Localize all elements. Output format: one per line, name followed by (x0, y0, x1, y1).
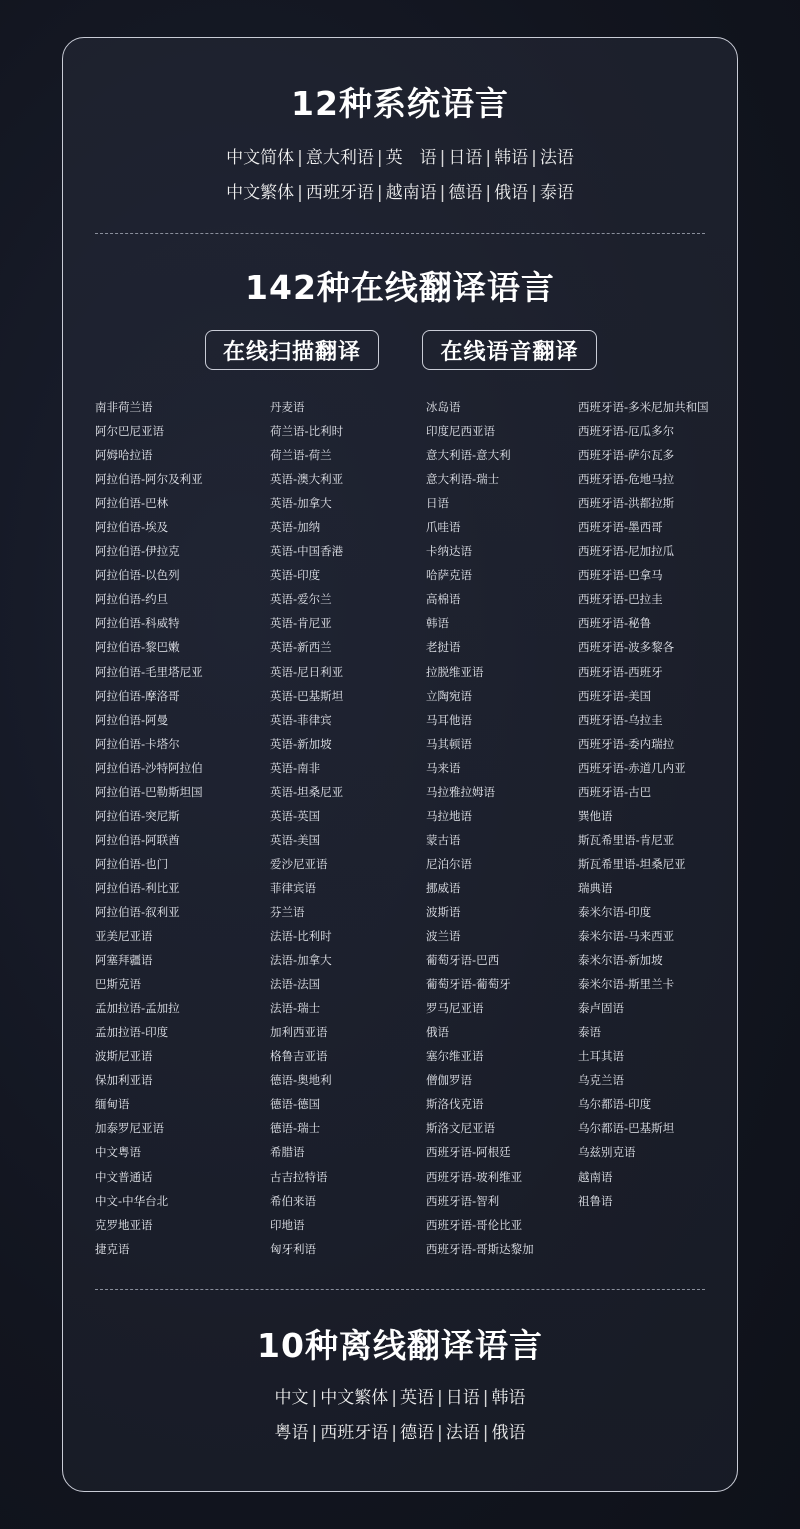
language-list-item: 英语-尼日利亚 (270, 664, 344, 679)
language-list-item: 阿拉伯语-巴林 (95, 496, 169, 511)
language-list-item: 西班牙语-波多黎各 (578, 640, 675, 655)
language-item: 德语 (400, 1423, 434, 1443)
language-list-item: 意大利语-意大利 (426, 448, 511, 463)
language-list-item: 阿拉伯语-阿联酋 (95, 832, 180, 847)
language-list-item: 英语-新加坡 (270, 736, 332, 751)
language-list-item: 波兰语 (426, 929, 461, 944)
language-item: 越南语 (385, 183, 437, 203)
language-item: 韩语 (491, 1388, 526, 1408)
section-divider (95, 233, 705, 234)
language-list-item: 中文粤语 (95, 1145, 141, 1160)
language-list-item: 法语-加拿大 (270, 953, 332, 968)
language-list-item: 保加利亚语 (95, 1073, 153, 1088)
language-list-item: 马来语 (426, 760, 461, 775)
language-list-item: 日语 (426, 496, 449, 511)
language-list-item: 西班牙语-赤道几内亚 (578, 760, 686, 775)
language-list-item: 泰卢固语 (578, 1001, 624, 1016)
language-list-item: 德语-奥地利 (270, 1073, 332, 1088)
language-list-item: 泰米尔语-斯里兰卡 (578, 977, 675, 992)
language-list-item: 泰米尔语-新加坡 (578, 953, 663, 968)
language-list-item: 英语-美国 (270, 832, 321, 847)
language-column-1 (95, 397, 203, 1263)
language-list-item: 罗马尼亚语 (426, 1001, 484, 1016)
language-list-item: 阿拉伯语-卡塔尔 (95, 736, 180, 751)
language-list-item: 阿拉伯语-沙特阿拉伯 (95, 760, 203, 775)
language-item: 中文简体 (226, 148, 295, 168)
language-list-item: 西班牙语-秘鲁 (578, 616, 652, 631)
language-list-item: 阿拉伯语-突尼斯 (95, 808, 180, 823)
language-list-item: 丹麦语 (270, 400, 305, 414)
language-list-item: 阿拉伯语-巴勒斯坦国 (95, 784, 203, 799)
language-list-item: 斯洛伐克语 (426, 1097, 484, 1112)
language-list-item: 巽他语 (578, 808, 613, 823)
language-list-item: 俄语 (426, 1025, 449, 1040)
language-column-4 (578, 397, 709, 1215)
language-list-item: 法语-法国 (270, 977, 321, 992)
separator: | (482, 1423, 489, 1443)
language-list-item: 僧伽罗语 (426, 1073, 472, 1088)
language-item: 俄语 (491, 1423, 526, 1443)
language-list-item: 西班牙语-智利 (426, 1193, 500, 1208)
language-list-item: 蒙古语 (426, 832, 461, 847)
language-list-item: 古吉拉特语 (270, 1169, 328, 1184)
language-list-item: 阿拉伯语-黎巴嫩 (95, 640, 180, 655)
language-list-item: 西班牙语-委内瑞拉 (578, 736, 675, 751)
language-list-item: 马拉雅拉姆语 (426, 784, 495, 799)
language-list-item: 挪威语 (426, 880, 461, 895)
language-list-item: 英语-菲律宾 (270, 712, 332, 727)
language-list-item: 阿拉伯语-伊拉克 (95, 544, 180, 559)
language-list-item: 西班牙语-玻利维亚 (426, 1169, 523, 1184)
language-list-item: 中文-中华台北 (95, 1193, 169, 1208)
separator: | (437, 1423, 443, 1443)
language-list-item: 泰米尔语-马来西亚 (578, 929, 675, 944)
language-list-item: 南非荷兰语 (95, 400, 153, 414)
language-list-item: 英语-加拿大 (270, 496, 332, 511)
language-list-item: 阿拉伯语-阿尔及利亚 (95, 472, 203, 487)
language-list-item: 英语-英国 (270, 808, 321, 823)
language-list-item: 泰语 (578, 1025, 601, 1040)
language-list-item: 西班牙语-萨尔瓦多 (578, 448, 675, 463)
language-list-item: 老挝语 (426, 640, 461, 655)
language-list-item: 缅甸语 (95, 1097, 130, 1112)
language-list-item: 乌尔都语-巴基斯坦 (578, 1121, 675, 1136)
language-list-item: 祖鲁语 (578, 1193, 613, 1208)
offline-languages-row-1 (0, 1383, 800, 1408)
language-list-item: 立陶宛语 (426, 688, 472, 703)
separator: | (531, 183, 537, 203)
language-list-item: 阿拉伯语-也门 (95, 856, 169, 871)
online-languages-title: 142种在线翻译语言 (245, 268, 555, 307)
language-item: 泰语 (539, 183, 574, 203)
separator: | (376, 183, 383, 203)
language-list-item: 哈萨克语 (426, 568, 472, 583)
language-column-2 (270, 397, 343, 1263)
language-list-item: 葡萄牙语-巴西 (426, 953, 500, 968)
language-item: 俄语 (494, 183, 529, 203)
language-item: 韩语 (494, 148, 529, 168)
language-list-item: 阿拉伯语-叙利亚 (95, 904, 180, 919)
language-list-item: 英语-印度 (270, 568, 321, 583)
language-list-item: 马其顿语 (426, 736, 472, 751)
language-list-item: 菲律宾语 (270, 880, 316, 895)
language-list-item: 阿拉伯语-毛里塔尼亚 (95, 664, 203, 679)
language-list-item: 斯瓦希里语-肯尼亚 (578, 832, 675, 847)
language-list-item: 克罗地亚语 (95, 1217, 153, 1232)
language-list-item: 荷兰语-比利时 (270, 424, 344, 439)
system-languages-row-1 (0, 143, 800, 168)
separator: | (485, 148, 492, 168)
language-list-item: 马拉地语 (426, 808, 472, 823)
language-list-item: 乌克兰语 (578, 1073, 624, 1088)
system-languages-title: 12种系统语言 (291, 84, 509, 123)
language-list-item: 乌尔都语-印度 (578, 1097, 652, 1112)
separator: | (311, 1388, 318, 1408)
language-list-item: 德语-德国 (270, 1097, 321, 1112)
language-list-item: 土耳其语 (578, 1049, 624, 1064)
language-list-item: 阿塞拜疆语 (95, 953, 153, 968)
language-list-item: 希腊语 (270, 1145, 305, 1160)
language-list-item: 巴斯克语 (95, 977, 141, 992)
separator: | (311, 1423, 318, 1443)
separator: | (439, 183, 446, 203)
language-list-item: 马耳他语 (426, 712, 472, 727)
language-list-item: 法语-比利时 (270, 929, 332, 944)
language-list-item: 爪哇语 (426, 520, 461, 535)
language-list-item: 西班牙语-哥斯达黎加 (426, 1241, 534, 1256)
language-item: 中文 (274, 1388, 309, 1408)
language-list-item: 韩语 (426, 616, 449, 631)
language-list-item: 格鲁吉亚语 (270, 1049, 328, 1064)
language-list-item: 波斯尼亚语 (95, 1049, 153, 1064)
tab-online-scan-translation[interactable]: 在线扫描翻译 (205, 330, 379, 370)
language-list-item: 阿拉伯语-阿曼 (95, 712, 169, 727)
language-list-item: 西班牙语-西班牙 (578, 664, 663, 679)
language-list-item: 西班牙语-巴拉圭 (578, 592, 663, 607)
language-list-item: 亚美尼亚语 (95, 929, 153, 944)
separator: | (482, 1388, 489, 1408)
language-item: 西班牙语 (320, 1423, 389, 1443)
language-item: 日语 (445, 1388, 480, 1408)
language-list-item: 西班牙语-墨西哥 (578, 520, 663, 535)
language-list-item: 阿拉伯语-利比亚 (95, 880, 180, 895)
language-list-item: 西班牙语-美国 (578, 688, 652, 703)
language-list-item: 芬兰语 (270, 904, 305, 919)
language-list-item: 西班牙语-多米尼加共和国 (578, 400, 709, 414)
language-list-item: 英语-中国香港 (270, 544, 344, 559)
language-list-item: 葡萄牙语-葡萄牙 (426, 977, 511, 992)
language-list-item: 印度尼西亚语 (426, 424, 495, 439)
language-list-item: 西班牙语-阿根廷 (426, 1145, 511, 1160)
language-item: 法语 (445, 1423, 480, 1443)
language-list-item: 中文普通话 (95, 1169, 153, 1184)
tab-online-voice-translation[interactable]: 在线语音翻译 (422, 330, 597, 370)
system-languages-row-2 (0, 178, 800, 203)
language-list-item: 斯瓦希里语-坦桑尼亚 (578, 856, 686, 871)
language-item: 中文繁体 (226, 183, 295, 203)
separator: | (297, 183, 303, 203)
language-list-item: 西班牙语-危地马拉 (578, 472, 675, 487)
language-list-item: 英语-加纳 (270, 520, 321, 535)
separator: | (437, 1388, 443, 1408)
language-list-item: 阿拉伯语-科威特 (95, 616, 180, 631)
language-list-item: 荷兰语-荷兰 (270, 448, 332, 463)
language-list-item: 塞尔维亚语 (426, 1049, 484, 1064)
language-list-item: 高棉语 (426, 592, 461, 607)
language-list-item: 英语-新西兰 (270, 640, 332, 655)
language-item: 德语 (448, 183, 483, 203)
language-item: 日语 (448, 148, 483, 168)
language-item: 中文繁体 (320, 1388, 389, 1408)
language-item: 西班牙语 (305, 183, 374, 203)
language-list-item: 英语-爱尔兰 (270, 592, 332, 607)
language-list-item: 德语-瑞士 (270, 1121, 321, 1136)
language-list-item: 冰岛语 (426, 400, 461, 414)
language-list-item: 爱沙尼亚语 (270, 856, 328, 871)
separator: | (439, 148, 446, 168)
language-list-item: 乌兹别克语 (578, 1145, 636, 1160)
section-divider (95, 1289, 705, 1290)
language-list-item: 阿尔巴尼亚语 (95, 424, 164, 439)
language-list-item: 孟加拉语-孟加拉 (95, 1001, 180, 1016)
language-list-item: 英语-坦桑尼亚 (270, 784, 344, 799)
language-list-item: 英语-澳大利亚 (270, 472, 344, 487)
language-list-item: 波斯语 (426, 904, 461, 919)
language-list-item: 阿拉伯语-摩洛哥 (95, 688, 180, 703)
language-list-item: 西班牙语-哥伦比亚 (426, 1217, 523, 1232)
language-column-3 (426, 397, 534, 1263)
separator: | (531, 148, 537, 168)
language-list-item: 法语-瑞士 (270, 1001, 321, 1016)
language-list-item: 尼泊尔语 (426, 856, 472, 871)
separator: | (376, 148, 383, 168)
language-list-item: 西班牙语-乌拉圭 (578, 712, 663, 727)
language-list-item: 越南语 (578, 1169, 613, 1184)
language-list-item: 瑞典语 (578, 880, 613, 895)
language-list-item: 斯洛文尼亚语 (426, 1121, 495, 1136)
language-list-item: 西班牙语-洪都拉斯 (578, 496, 675, 511)
language-list-item: 拉脱维亚语 (426, 664, 484, 679)
language-list-item: 西班牙语-尼加拉瓜 (578, 544, 675, 559)
separator: | (391, 1423, 397, 1443)
language-list-item: 加泰罗尼亚语 (95, 1121, 164, 1136)
language-list-item: 泰米尔语-印度 (578, 904, 652, 919)
language-list-item: 西班牙语-巴拿马 (578, 568, 663, 583)
language-list-item: 西班牙语-厄瓜多尔 (578, 424, 675, 439)
language-list-item: 阿拉伯语-约旦 (95, 592, 169, 607)
language-item: 法语 (539, 148, 574, 168)
language-list-item: 捷克语 (95, 1241, 130, 1256)
language-list-item: 阿拉伯语-以色列 (95, 568, 180, 583)
language-list-item: 英语-南非 (270, 760, 321, 775)
language-list-item: 孟加拉语-印度 (95, 1025, 169, 1040)
language-list-item: 意大利语-瑞士 (426, 472, 500, 487)
language-list-item: 阿姆哈拉语 (95, 448, 153, 463)
language-list-item: 英语-肯尼亚 (270, 616, 332, 631)
language-list-item: 印地语 (270, 1217, 305, 1232)
language-list-item: 加利西亚语 (270, 1025, 328, 1040)
language-list-item: 西班牙语-古巴 (578, 784, 652, 799)
offline-languages-title: 10种离线翻译语言 (257, 1326, 543, 1365)
language-item: 英语 (400, 1388, 434, 1408)
language-list-item: 英语-巴基斯坦 (270, 688, 344, 703)
separator: | (391, 1388, 397, 1408)
separator: | (485, 183, 492, 203)
language-list-item: 匈牙利语 (270, 1241, 316, 1256)
separator: | (297, 148, 303, 168)
language-list-item: 卡纳达语 (426, 544, 472, 559)
language-list-item: 希伯来语 (270, 1193, 316, 1208)
language-list-item: 阿拉伯语-埃及 (95, 520, 169, 535)
offline-languages-row-2 (0, 1418, 800, 1443)
language-item: 粤语 (274, 1423, 309, 1443)
language-item: 意大利语 (305, 148, 374, 168)
language-item: 英 语 (385, 148, 437, 168)
